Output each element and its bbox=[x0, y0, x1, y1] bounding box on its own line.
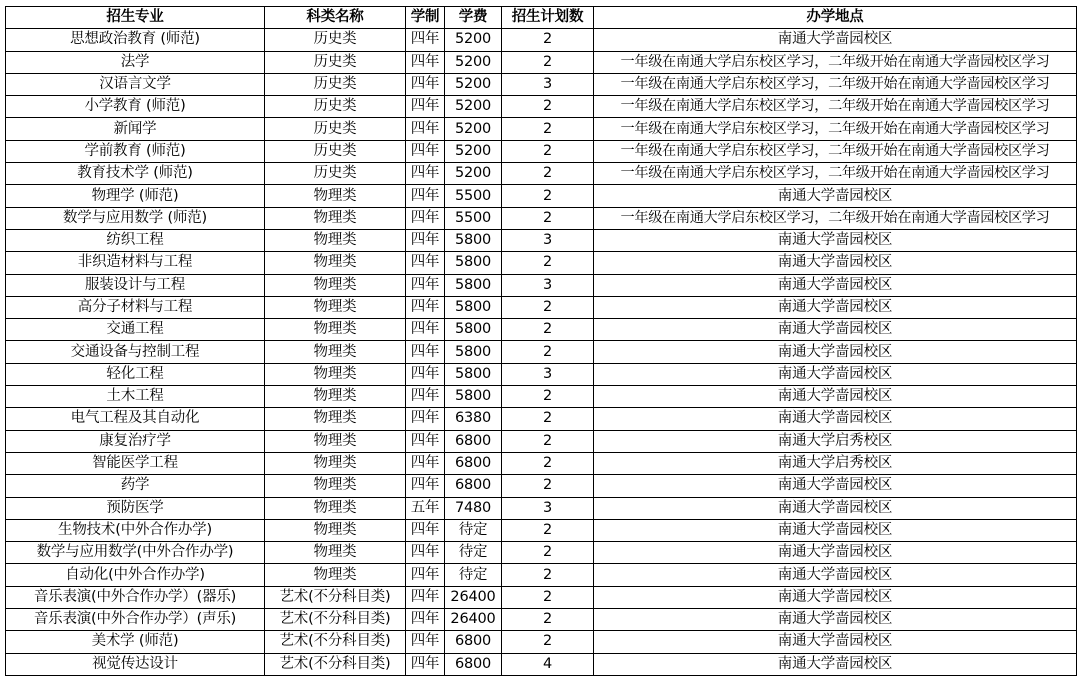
header-tuition: 学费 bbox=[445, 7, 502, 29]
cell-tuition: 26400 bbox=[445, 586, 502, 608]
cell-duration: 四年 bbox=[406, 140, 445, 162]
cell-duration: 四年 bbox=[406, 319, 445, 341]
table-header-row bbox=[6, 7, 1077, 29]
cell-subject-category: 物理类 bbox=[265, 274, 406, 296]
cell-subject-category: 艺术(不分科目类) bbox=[265, 609, 406, 631]
cell-campus: 南通大学啬园校区 bbox=[594, 631, 1077, 653]
cell-subject-category: 物理类 bbox=[265, 408, 406, 430]
cell-plan-count: 3 bbox=[502, 363, 594, 385]
cell-duration: 四年 bbox=[406, 274, 445, 296]
cell-duration: 四年 bbox=[406, 363, 445, 385]
cell-plan-count: 2 bbox=[502, 519, 594, 541]
cell-tuition: 26400 bbox=[445, 609, 502, 631]
cell-major: 纺织工程 bbox=[6, 229, 265, 251]
cell-campus: 南通大学啬园校区 bbox=[594, 341, 1077, 363]
cell-plan-count: 2 bbox=[502, 207, 594, 229]
table-row bbox=[6, 140, 1077, 162]
table-row bbox=[6, 73, 1077, 95]
cell-campus: 南通大学啬园校区 bbox=[594, 296, 1077, 318]
cell-subject-category: 物理类 bbox=[265, 542, 406, 564]
admission-plan-table bbox=[5, 6, 1077, 676]
cell-major: 自动化(中外合作办学) bbox=[6, 564, 265, 586]
cell-subject-category: 物理类 bbox=[265, 564, 406, 586]
cell-campus: 南通大学啬园校区 bbox=[594, 29, 1077, 51]
cell-campus: 南通大学啬园校区 bbox=[594, 653, 1077, 675]
cell-duration: 四年 bbox=[406, 609, 445, 631]
cell-tuition: 6800 bbox=[445, 631, 502, 653]
table-row bbox=[6, 163, 1077, 185]
cell-plan-count: 2 bbox=[502, 430, 594, 452]
cell-subject-category: 物理类 bbox=[265, 319, 406, 341]
cell-subject-category: 物理类 bbox=[265, 452, 406, 474]
cell-tuition: 7480 bbox=[445, 497, 502, 519]
cell-major: 视觉传达设计 bbox=[6, 653, 265, 675]
cell-tuition: 5800 bbox=[445, 229, 502, 251]
cell-major: 电气工程及其自动化 bbox=[6, 408, 265, 430]
cell-subject-category: 物理类 bbox=[265, 296, 406, 318]
cell-subject-category: 历史类 bbox=[265, 163, 406, 185]
cell-subject-category: 物理类 bbox=[265, 252, 406, 274]
cell-campus: 南通大学启秀校区 bbox=[594, 430, 1077, 452]
cell-plan-count: 2 bbox=[502, 118, 594, 140]
cell-plan-count: 3 bbox=[502, 229, 594, 251]
cell-duration: 四年 bbox=[406, 229, 445, 251]
table-row bbox=[6, 207, 1077, 229]
cell-major: 音乐表演(中外合作办学）(器乐) bbox=[6, 586, 265, 608]
cell-campus: 南通大学启秀校区 bbox=[594, 452, 1077, 474]
cell-plan-count: 2 bbox=[502, 452, 594, 474]
cell-plan-count: 2 bbox=[502, 163, 594, 185]
table-row bbox=[6, 296, 1077, 318]
cell-campus: 南通大学啬园校区 bbox=[594, 363, 1077, 385]
cell-plan-count: 2 bbox=[502, 96, 594, 118]
cell-campus: 南通大学啬园校区 bbox=[594, 386, 1077, 408]
cell-duration: 五年 bbox=[406, 497, 445, 519]
cell-plan-count: 2 bbox=[502, 386, 594, 408]
cell-duration: 四年 bbox=[406, 252, 445, 274]
table-row bbox=[6, 252, 1077, 274]
cell-tuition: 5800 bbox=[445, 386, 502, 408]
cell-subject-category: 历史类 bbox=[265, 96, 406, 118]
cell-duration: 四年 bbox=[406, 653, 445, 675]
cell-duration: 四年 bbox=[406, 118, 445, 140]
cell-campus: 南通大学啬园校区 bbox=[594, 252, 1077, 274]
cell-major: 土木工程 bbox=[6, 386, 265, 408]
cell-tuition: 6800 bbox=[445, 452, 502, 474]
cell-major: 服装设计与工程 bbox=[6, 274, 265, 296]
header-campus: 办学地点 bbox=[594, 7, 1077, 29]
cell-plan-count: 2 bbox=[502, 296, 594, 318]
cell-duration: 四年 bbox=[406, 519, 445, 541]
cell-campus: 南通大学啬园校区 bbox=[594, 586, 1077, 608]
cell-duration: 四年 bbox=[406, 341, 445, 363]
cell-major: 学前教育 (师范) bbox=[6, 140, 265, 162]
cell-campus: 南通大学啬园校区 bbox=[594, 564, 1077, 586]
cell-tuition: 6800 bbox=[445, 475, 502, 497]
table-row bbox=[6, 319, 1077, 341]
cell-duration: 四年 bbox=[406, 29, 445, 51]
table-row bbox=[6, 386, 1077, 408]
cell-tuition: 5200 bbox=[445, 51, 502, 73]
cell-campus: 一年级在南通大学启东校区学习，二年级开始在南通大学啬园校区学习 bbox=[594, 73, 1077, 95]
cell-plan-count: 2 bbox=[502, 475, 594, 497]
table-row bbox=[6, 51, 1077, 73]
cell-tuition: 5200 bbox=[445, 73, 502, 95]
table-row bbox=[6, 542, 1077, 564]
cell-major: 思想政治教育 (师范) bbox=[6, 29, 265, 51]
cell-plan-count: 3 bbox=[502, 497, 594, 519]
cell-campus: 南通大学啬园校区 bbox=[594, 497, 1077, 519]
cell-major: 智能医学工程 bbox=[6, 452, 265, 474]
cell-campus: 南通大学啬园校区 bbox=[594, 229, 1077, 251]
cell-duration: 四年 bbox=[406, 452, 445, 474]
cell-duration: 四年 bbox=[406, 51, 445, 73]
cell-duration: 四年 bbox=[406, 207, 445, 229]
cell-tuition: 6380 bbox=[445, 408, 502, 430]
cell-major: 轻化工程 bbox=[6, 363, 265, 385]
cell-subject-category: 物理类 bbox=[265, 207, 406, 229]
cell-major: 交通工程 bbox=[6, 319, 265, 341]
cell-plan-count: 2 bbox=[502, 564, 594, 586]
cell-duration: 四年 bbox=[406, 73, 445, 95]
cell-major: 新闻学 bbox=[6, 118, 265, 140]
cell-tuition: 6800 bbox=[445, 653, 502, 675]
cell-duration: 四年 bbox=[406, 564, 445, 586]
cell-plan-count: 2 bbox=[502, 609, 594, 631]
cell-duration: 四年 bbox=[406, 586, 445, 608]
cell-tuition: 5800 bbox=[445, 296, 502, 318]
table-row bbox=[6, 229, 1077, 251]
cell-plan-count: 2 bbox=[502, 252, 594, 274]
cell-plan-count: 3 bbox=[502, 274, 594, 296]
table-row bbox=[6, 586, 1077, 608]
cell-plan-count: 2 bbox=[502, 29, 594, 51]
cell-duration: 四年 bbox=[406, 631, 445, 653]
cell-subject-category: 物理类 bbox=[265, 475, 406, 497]
table-row bbox=[6, 274, 1077, 296]
cell-subject-category: 物理类 bbox=[265, 185, 406, 207]
cell-subject-category: 物理类 bbox=[265, 363, 406, 385]
cell-duration: 四年 bbox=[406, 96, 445, 118]
cell-campus: 南通大学啬园校区 bbox=[594, 185, 1077, 207]
table-row bbox=[6, 631, 1077, 653]
cell-major: 教育技术学 (师范) bbox=[6, 163, 265, 185]
cell-tuition: 5200 bbox=[445, 163, 502, 185]
cell-tuition: 5500 bbox=[445, 207, 502, 229]
table-row bbox=[6, 519, 1077, 541]
cell-subject-category: 艺术(不分科目类) bbox=[265, 631, 406, 653]
table-row bbox=[6, 29, 1077, 51]
cell-campus: 南通大学啬园校区 bbox=[594, 408, 1077, 430]
cell-tuition: 5800 bbox=[445, 363, 502, 385]
header-subject-category: 科类名称 bbox=[265, 7, 406, 29]
cell-subject-category: 物理类 bbox=[265, 386, 406, 408]
cell-plan-count: 2 bbox=[502, 586, 594, 608]
cell-tuition: 5200 bbox=[445, 29, 502, 51]
cell-tuition: 5200 bbox=[445, 96, 502, 118]
cell-major: 数学与应用数学(中外合作办学) bbox=[6, 542, 265, 564]
table-row bbox=[6, 430, 1077, 452]
cell-major: 物理学 (师范) bbox=[6, 185, 265, 207]
cell-duration: 四年 bbox=[406, 386, 445, 408]
cell-major: 预防医学 bbox=[6, 497, 265, 519]
table-row bbox=[6, 452, 1077, 474]
cell-plan-count: 2 bbox=[502, 319, 594, 341]
cell-plan-count: 2 bbox=[502, 140, 594, 162]
cell-major: 生物技术(中外合作办学) bbox=[6, 519, 265, 541]
cell-subject-category: 历史类 bbox=[265, 73, 406, 95]
cell-campus: 一年级在南通大学启东校区学习，二年级开始在南通大学啬园校区学习 bbox=[594, 118, 1077, 140]
cell-tuition: 5800 bbox=[445, 274, 502, 296]
cell-major: 非织造材料与工程 bbox=[6, 252, 265, 274]
table-row bbox=[6, 96, 1077, 118]
cell-tuition: 5800 bbox=[445, 252, 502, 274]
cell-campus: 南通大学啬园校区 bbox=[594, 475, 1077, 497]
cell-campus: 一年级在南通大学启东校区学习，二年级开始在南通大学啬园校区学习 bbox=[594, 207, 1077, 229]
cell-campus: 南通大学啬园校区 bbox=[594, 274, 1077, 296]
cell-duration: 四年 bbox=[406, 163, 445, 185]
cell-major: 小学教育 (师范) bbox=[6, 96, 265, 118]
cell-subject-category: 物理类 bbox=[265, 497, 406, 519]
cell-subject-category: 历史类 bbox=[265, 29, 406, 51]
cell-campus: 一年级在南通大学启东校区学习，二年级开始在南通大学啬园校区学习 bbox=[594, 163, 1077, 185]
cell-tuition: 5200 bbox=[445, 140, 502, 162]
cell-duration: 四年 bbox=[406, 430, 445, 452]
cell-major: 药学 bbox=[6, 475, 265, 497]
table-row bbox=[6, 653, 1077, 675]
cell-subject-category: 历史类 bbox=[265, 140, 406, 162]
cell-duration: 四年 bbox=[406, 296, 445, 318]
cell-major: 法学 bbox=[6, 51, 265, 73]
cell-major: 高分子材料与工程 bbox=[6, 296, 265, 318]
cell-major: 交通设备与控制工程 bbox=[6, 341, 265, 363]
cell-major: 数学与应用数学 (师范) bbox=[6, 207, 265, 229]
cell-plan-count: 2 bbox=[502, 408, 594, 430]
table-row bbox=[6, 564, 1077, 586]
table-row bbox=[6, 363, 1077, 385]
cell-campus: 南通大学啬园校区 bbox=[594, 519, 1077, 541]
table-row bbox=[6, 185, 1077, 207]
table-row bbox=[6, 475, 1077, 497]
cell-plan-count: 3 bbox=[502, 73, 594, 95]
cell-campus: 南通大学啬园校区 bbox=[594, 319, 1077, 341]
table-row bbox=[6, 408, 1077, 430]
cell-plan-count: 2 bbox=[502, 51, 594, 73]
cell-duration: 四年 bbox=[406, 475, 445, 497]
cell-campus: 一年级在南通大学启东校区学习，二年级开始在南通大学啬园校区学习 bbox=[594, 96, 1077, 118]
header-major: 招生专业 bbox=[6, 7, 265, 29]
cell-campus: 南通大学啬园校区 bbox=[594, 609, 1077, 631]
table-row bbox=[6, 118, 1077, 140]
cell-major: 美术学 (师范) bbox=[6, 631, 265, 653]
cell-major: 汉语言文学 bbox=[6, 73, 265, 95]
cell-subject-category: 历史类 bbox=[265, 118, 406, 140]
cell-subject-category: 历史类 bbox=[265, 51, 406, 73]
cell-tuition: 5200 bbox=[445, 118, 502, 140]
cell-tuition: 5800 bbox=[445, 319, 502, 341]
cell-subject-category: 物理类 bbox=[265, 341, 406, 363]
cell-duration: 四年 bbox=[406, 408, 445, 430]
cell-plan-count: 2 bbox=[502, 185, 594, 207]
cell-campus: 南通大学啬园校区 bbox=[594, 542, 1077, 564]
cell-plan-count: 2 bbox=[502, 542, 594, 564]
cell-subject-category: 物理类 bbox=[265, 430, 406, 452]
cell-tuition: 5800 bbox=[445, 341, 502, 363]
cell-tuition: 6800 bbox=[445, 430, 502, 452]
table-row bbox=[6, 497, 1077, 519]
cell-tuition: 待定 bbox=[445, 519, 502, 541]
cell-major: 音乐表演(中外合作办学）(声乐) bbox=[6, 609, 265, 631]
cell-campus: 一年级在南通大学启东校区学习，二年级开始在南通大学啬园校区学习 bbox=[594, 140, 1077, 162]
cell-subject-category: 物理类 bbox=[265, 229, 406, 251]
table-row bbox=[6, 341, 1077, 363]
header-duration: 学制 bbox=[406, 7, 445, 29]
cell-plan-count: 4 bbox=[502, 653, 594, 675]
cell-tuition: 待定 bbox=[445, 542, 502, 564]
cell-plan-count: 2 bbox=[502, 631, 594, 653]
cell-subject-category: 艺术(不分科目类) bbox=[265, 586, 406, 608]
header-plan-count: 招生计划数 bbox=[502, 7, 594, 29]
cell-plan-count: 2 bbox=[502, 341, 594, 363]
cell-duration: 四年 bbox=[406, 542, 445, 564]
cell-major: 康复治疗学 bbox=[6, 430, 265, 452]
cell-duration: 四年 bbox=[406, 185, 445, 207]
cell-campus: 一年级在南通大学启东校区学习，二年级开始在南通大学啬园校区学习 bbox=[594, 51, 1077, 73]
table-row bbox=[6, 609, 1077, 631]
cell-subject-category: 艺术(不分科目类) bbox=[265, 653, 406, 675]
cell-subject-category: 物理类 bbox=[265, 519, 406, 541]
cell-tuition: 5500 bbox=[445, 185, 502, 207]
cell-tuition: 待定 bbox=[445, 564, 502, 586]
